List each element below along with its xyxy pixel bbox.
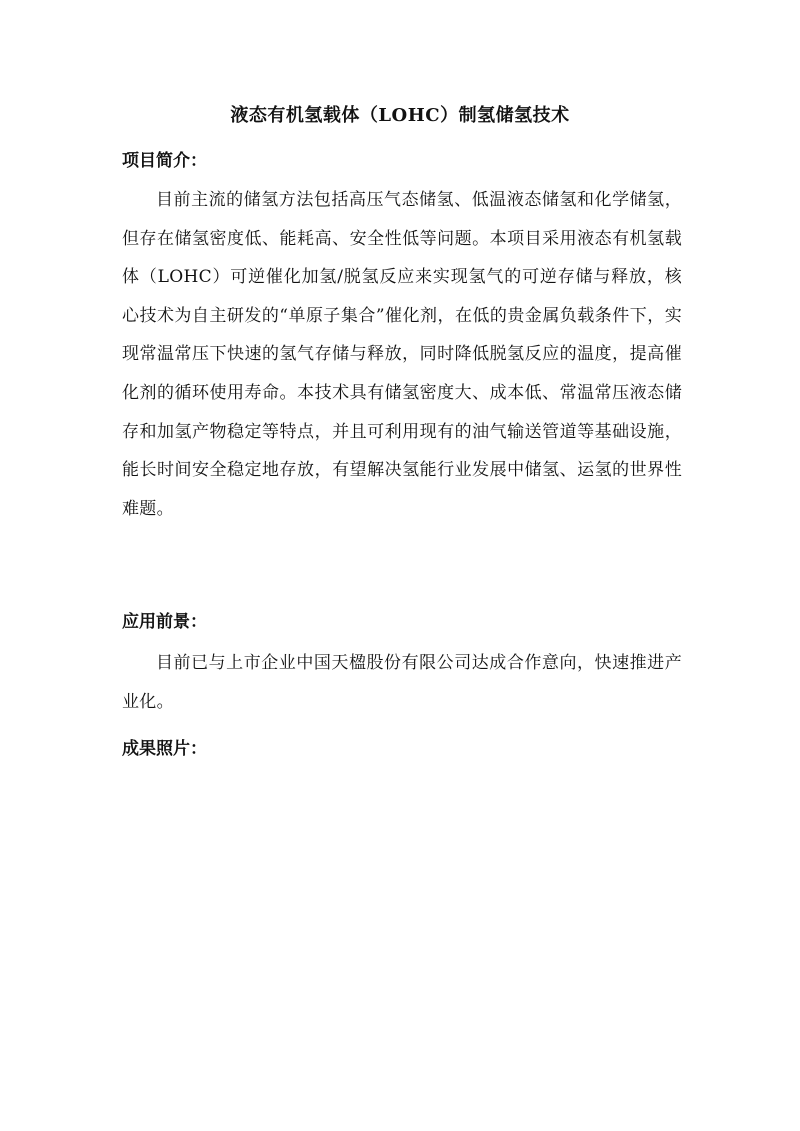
section-body-application: 目前已与上市企业中国天楹股份有限公司达成合作意向，快速推进产业化。 bbox=[122, 653, 682, 712]
section-heading-introduction: 项目简介： bbox=[122, 151, 207, 171]
section-body-introduction: 目前主流的储氢方法包括高压气态储氢、低温液态储氢和化学储氢，但存在储氢密度低、能耗高、安全性低等问题。本项目采用液态有机氢载体（LOHC）可逆催化加氢/脱氢反应来实现氢气的可逆存储与释放，核心技术为自主研发的“单原子集合”催化剂，在低的贵金属负载条件下，实现常温常压下快速的氢气存储与释放，同时降低脱氢反应的温度，提高催化剂的循环使用寿命。本技术具有储氢密度大、成本低、常温常压液态储存和加氢产物稳定等特点，并且可利用现有的油气输送管道等基础设施，能长时间安全稳定地存放，有望解决氢能行业发展中储氢、运氢的世界性难题。 bbox=[122, 190, 682, 519]
section-heading-application: 应用前景： bbox=[122, 612, 207, 632]
section-heading-photos: 成果照片： bbox=[122, 739, 207, 759]
document-title: 液态有机氢载体（LOHC）制氢储氢技术 bbox=[230, 105, 570, 126]
